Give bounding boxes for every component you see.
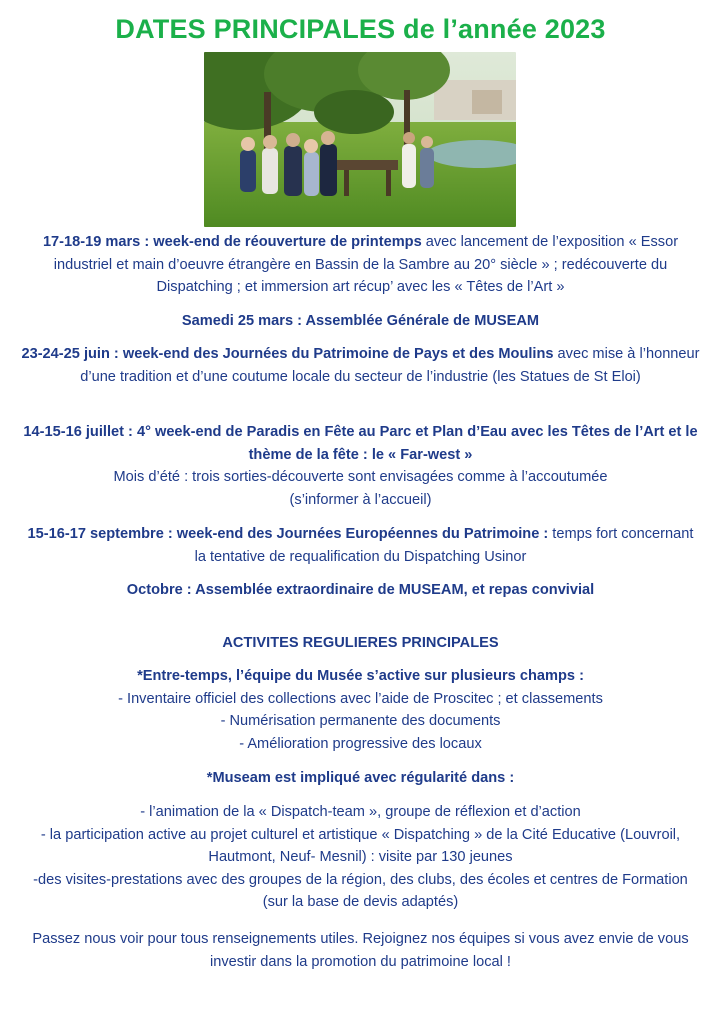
date-entry-bold: 23-24-25 juin : week-end des Journées du Patrimoine de Pays et des Moulins [21, 346, 554, 362]
date-entry-text: avec lancement de l’exposition « Essor industriel et main d’oeuvre étrangère en Bassin de la Sambre au 20° siècle » ; redécouverte du Dispatching ; et immersion art récup’ avec les « Têtes de l’Art » [53, 234, 679, 295]
date-entry-bold: 17-18-19 mars : week-end de réouverture de printemps [42, 234, 422, 250]
closing-message: Passez nous voir pour tous renseignements utiles. Rejoignez nos équipes si vous avez envie de vous investir dans la promotion du patrimoine local ! [32, 931, 689, 970]
date-entry-bold: 14-15-16 juillet : 4° week-end de Paradis en Fête au Parc et Plan d’Eau avec les Têtes de l’Art et le thème de la fête : le « Far-west » [23, 424, 698, 463]
list-item: -des visites-prestations avec des groupes de la région, des clubs, des écoles et centres de Formation (sur la base de devis adaptés) [33, 871, 688, 910]
list-item: - Numérisation permanente des documents [220, 713, 501, 729]
date-entry-bold: Samedi 25 mars : Assemblée Générale de MUSEAM [181, 313, 540, 329]
date-entry-text: (s’informer à l’accueil) [289, 491, 432, 508]
list-item: - l’animation de la « Dispatch-team », groupe de réflexion et d’action [140, 804, 581, 820]
photo-illustration [204, 52, 516, 227]
musee-activities [20, 665, 701, 755]
date-entry-text: temps fort concernant la tentative de requalification du Dispatching Usinor [194, 526, 694, 565]
date-entry-october-assembly [20, 579, 701, 602]
date-entry-general-assembly [20, 310, 701, 333]
group-visit-photo [204, 52, 516, 227]
museam-activities [20, 801, 701, 914]
date-entry-june-heritage [20, 343, 701, 388]
date-entry-bold: Octobre : Assemblée extraordinaire de MUSEAM, et repas convivial [126, 582, 595, 598]
date-entry-march-reopening [20, 231, 701, 299]
activities-heading: ACTIVITES REGULIERES PRINCIPALES [222, 635, 499, 651]
date-entry-september-heritage [20, 523, 701, 568]
date-entry-text: avec mise à l’honneur d’une tradition et d’une coutume locale du secteur de l’industrie (les Statues de St Eloi) [80, 346, 700, 385]
date-entry-bold: 15-16-17 septembre : week-end des Journées Européennes du Patrimoine : [27, 526, 549, 542]
date-entry-text: Mois d’été : trois sorties-découverte sont envisagées comme à l’accoutumée [113, 469, 608, 485]
museam-activities-heading: *Museam est impliqué avec régularité dans : [206, 770, 515, 786]
date-entry-july-festival [20, 421, 701, 511]
list-item: - Amélioration progressive des locaux [239, 735, 482, 752]
page-title: DATES PRINCIPALES de l’année 2023 [115, 14, 606, 44]
musee-activities-heading: *Entre-temps, l’équipe du Musée s’active sur plusieurs champs : [137, 668, 584, 684]
list-item: - Inventaire officiel des collections avec l’aide de Proscitec ; et classements [118, 690, 603, 707]
list-item: - la participation active au projet culturel et artistique « Dispatching » de la Cité Educative (Louvroil, Hautmont, Neuf- Mesnil) : visite par 130 jeunes [40, 826, 681, 865]
